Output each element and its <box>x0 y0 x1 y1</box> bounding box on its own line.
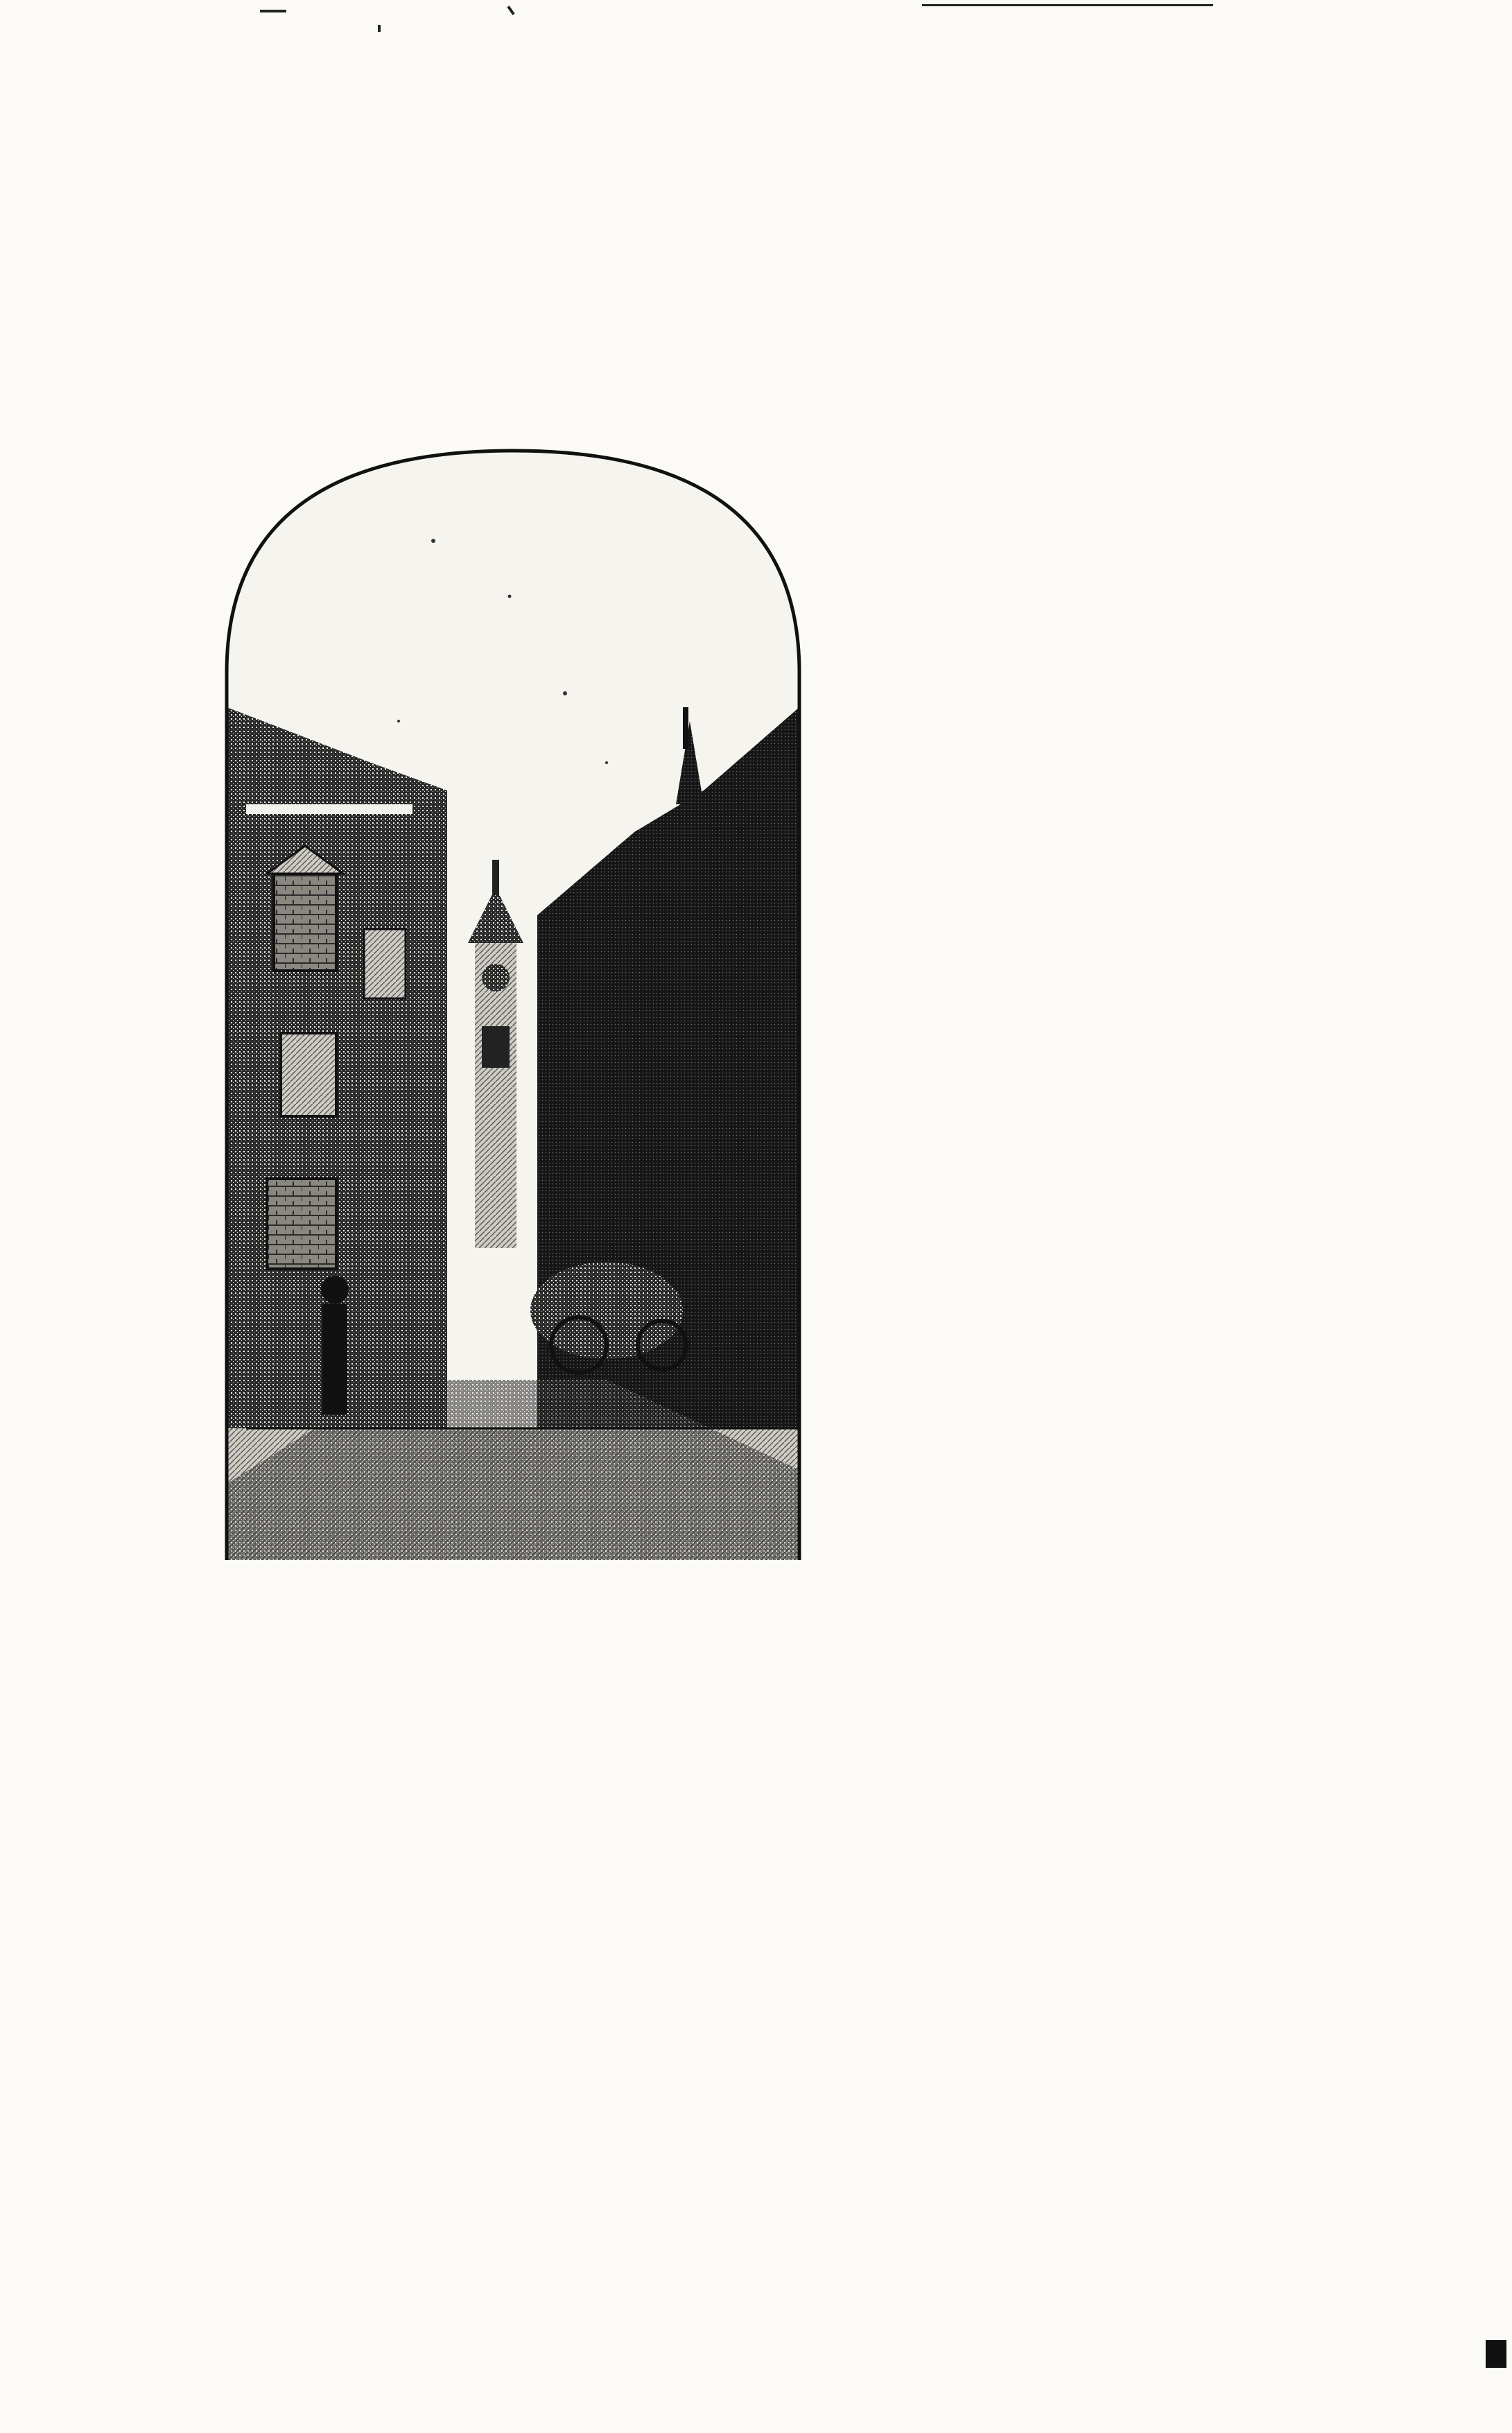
top-rule <box>922 4 1213 6</box>
corner-mark <box>1486 2340 1506 2368</box>
street-engraving-illustration <box>218 444 808 1560</box>
